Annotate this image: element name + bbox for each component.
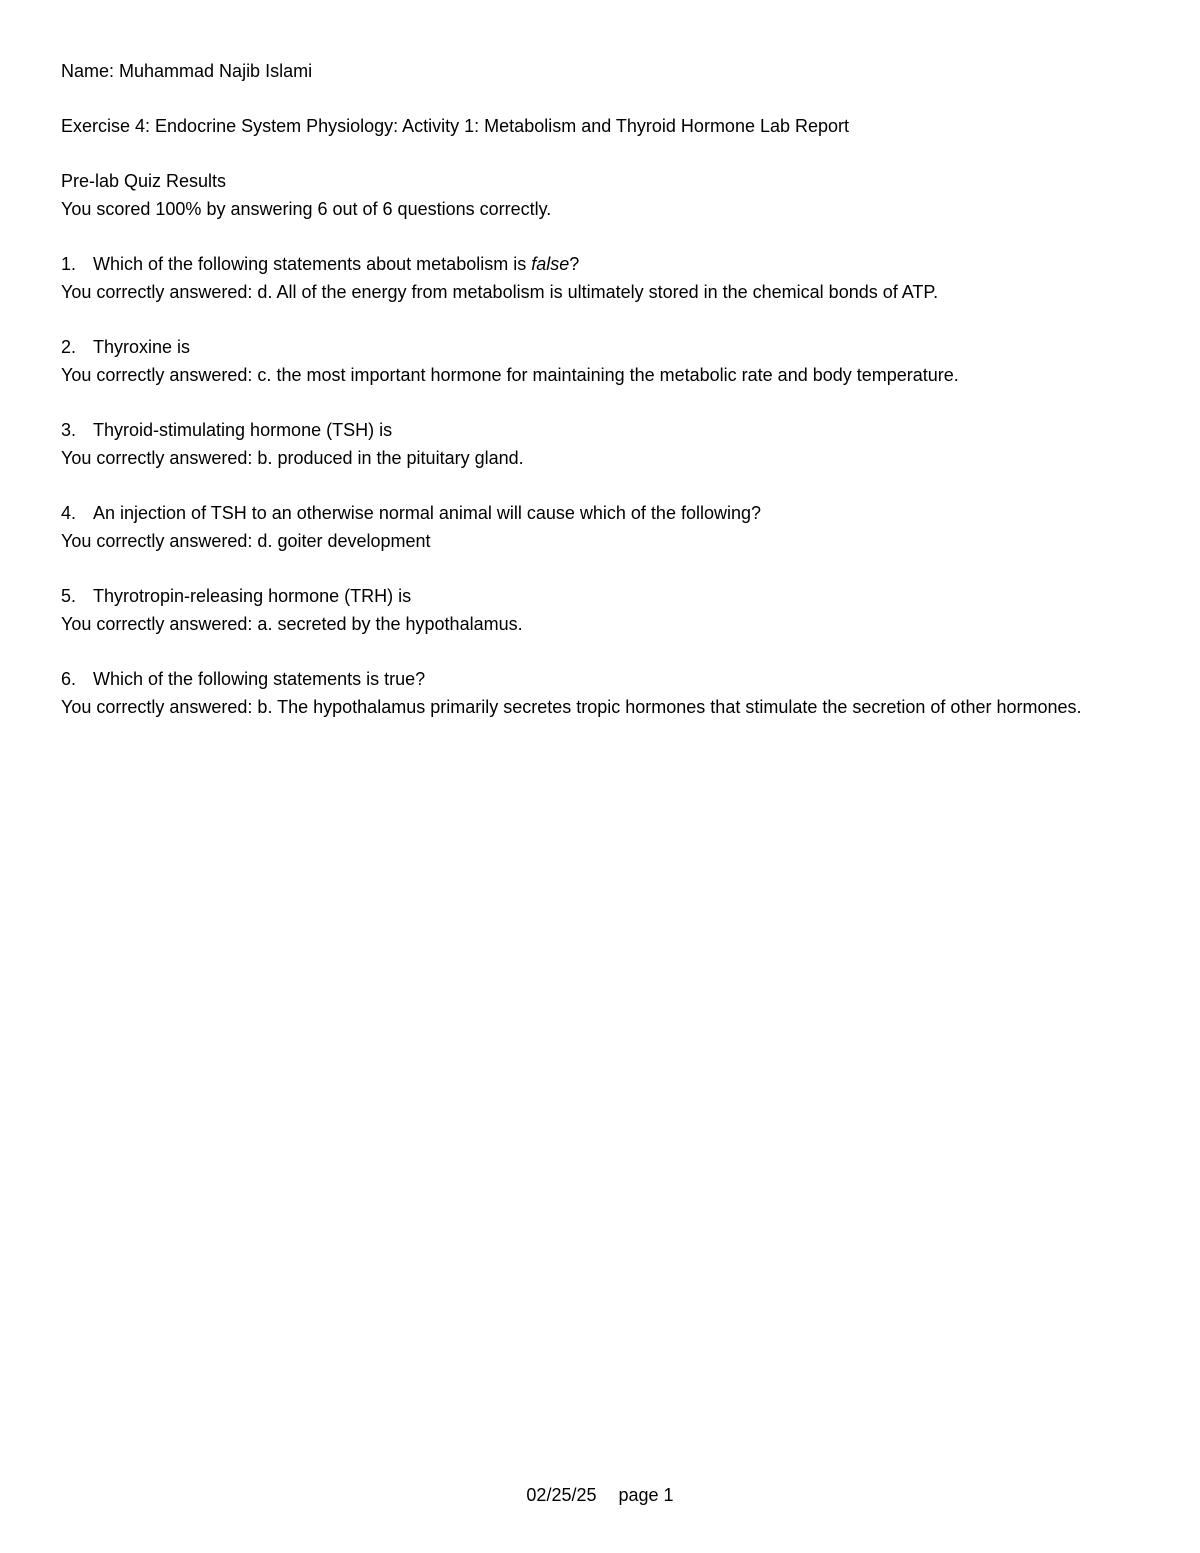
question-number: 1. [61,254,77,274]
question-prompt [61,416,1141,444]
question-prompt [61,582,1141,610]
question-item [61,582,1141,638]
question-text: Thyroxine is [93,337,191,357]
question-answer: You correctly answered: d. goiter development [61,531,431,551]
question-item [61,499,1141,555]
question-number: 2. [61,337,77,357]
score-summary: You scored 100% by answering 6 out of 6 questions correctly. [61,199,552,219]
document-body [61,57,1141,721]
question-number: 5. [61,586,77,606]
question-text: Which of the following statements about metabolism is [93,254,532,274]
question-text: Thyrotropin-releasing hormone (TRH) is [93,586,412,606]
page-number: page 1 [618,1485,674,1505]
question-number: 3. [61,420,77,440]
question-item [61,250,1141,306]
question-prompt [61,333,1141,361]
question-answer: You correctly answered: d. All of the energy from metabolism is ultimately stored in the chemical bonds of ATP. [61,282,939,302]
section-heading: Pre-lab Quiz Results [61,171,227,191]
question-prompt [61,499,1141,527]
question-answer: You correctly answered: b. The hypothalamus primarily secretes tropic hormones that stimulate the secretion of other hormones. [61,697,1082,717]
question-answer: You correctly answered: b. produced in the pituitary gland. [61,448,524,468]
question-number: 6. [61,669,77,689]
question-text-end: ? [569,254,580,274]
question-prompt [61,665,1141,693]
footer-date: 02/25/25 [526,1485,597,1505]
report-title: Exercise 4: Endocrine System Physiology: Activity 1: Metabolism and Thyroid Hormone Lab Report [61,116,850,136]
question-answer: You correctly answered: a. secreted by the hypothalamus. [61,614,523,634]
question-item [61,665,1141,721]
question-prompt [61,250,1141,278]
question-item [61,333,1141,389]
question-answer: You correctly answered: c. the most important hormone for maintaining the metabolic rate and body temperature. [61,365,959,385]
question-text: An injection of TSH to an otherwise normal animal will cause which of the following? [93,503,762,523]
question-text: Which of the following statements is true? [93,669,426,689]
question-emphasis: false [531,254,570,274]
student-name: Name: Muhammad Najib Islami [61,61,313,81]
question-item [61,416,1141,472]
question-number: 4. [61,503,77,523]
question-text: Thyroid-stimulating hormone (TSH) is [93,420,393,440]
page-footer [0,1482,1200,1508]
